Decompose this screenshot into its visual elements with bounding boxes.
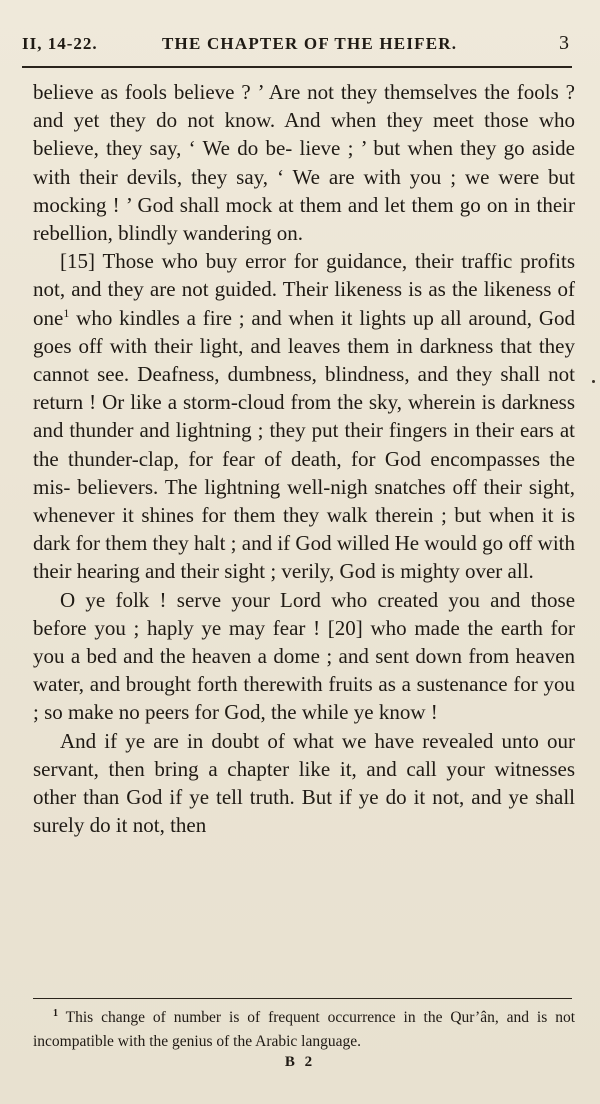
text-line: O ye folk ! serve your Lord who created you and: [60, 587, 521, 612]
text-line: if God willed He would go off with their hearing: [33, 531, 576, 584]
text-line: and sent down from heaven water, and brought forth: [33, 644, 576, 697]
running-head: [22, 34, 570, 60]
paragraph-3: [33, 586, 575, 727]
text-line: light, and leaves them in darkness that they cannot: [33, 333, 576, 387]
body-text: [33, 78, 575, 839]
text-line: But if ye do it not, and ye shall surely do it not, then: [33, 785, 576, 838]
text-line: not return ! Or like a storm-cloud from the sky,: [33, 362, 576, 415]
text-line: see. Deafness, dumbness, blindness, and they shall: [97, 362, 541, 387]
chapter-title: THE CHAPTER OF THE HEIFER.: [162, 34, 458, 53]
text-line: lieve ; ’ but when they go aside with their devils,: [33, 136, 575, 189]
text-line: profits not, and they are not guided. Their likeness: [33, 249, 575, 302]
footnote: [33, 1006, 575, 1054]
paragraph-2: [33, 247, 575, 585]
verse-range: II, 14-22.: [22, 34, 98, 53]
paragraph-4: [33, 727, 575, 840]
signature-mark: B 2: [284, 1054, 316, 1070]
text-line: [15] Those who buy error for guidance, their traffic: [60, 249, 513, 274]
text-line: believers. The lightning well-nigh snatches off: [77, 474, 477, 499]
footnote-marker: 1: [63, 305, 70, 320]
margin-mark: [592, 380, 595, 383]
paragraph-1: [33, 78, 575, 247]
text-line: put their fingers in their ears at the thunder-clap,: [33, 418, 575, 471]
text-line: call your witnesses other than God if ye tell truth.: [33, 756, 576, 810]
text-line: when it lights up all around, God goes off with their: [33, 305, 575, 358]
text-line: for fear of death, for God encompasses the mis-: [33, 446, 576, 499]
text-line: their sight, whenever it shines for them they walk: [33, 474, 576, 528]
text-line: therein ; but when it is dark for them they halt ; and: [33, 503, 575, 556]
text-line: the fools ? and yet they do not know. And when: [33, 80, 575, 133]
text-line: those before you ; haply ye may fear ! [20] who made: [33, 587, 576, 640]
text-line: God shall mock at them and let them go on in their: [137, 192, 576, 217]
page-number: 3: [559, 32, 570, 54]
text-line: they say, ‘ We are with you ; we were but mocking ! ’: [33, 164, 575, 217]
text-line: who kindles a fire ; and: [76, 305, 282, 330]
footnote-number: 1: [53, 1008, 58, 1019]
footnote-text: and is not incompatible with the genius of the Arabic language.: [33, 1009, 575, 1050]
text-line: they meet those who believe, they say, ‘ We do be-: [33, 108, 575, 161]
text-line: And if ye are in doubt of what we have revealed: [60, 728, 494, 753]
text-line: unto our servant, then bring a chapter like it, and: [33, 728, 575, 781]
text-line: believe as fools believe ? ’ Are not they themselves: [33, 80, 478, 104]
text-line: therewith fruits as a sustenance for you ; so make no: [33, 672, 576, 725]
text-line: rebellion, blindly wandering on.: [33, 221, 304, 246]
text-line: is as the likeness of one: [33, 277, 575, 330]
text-line: wherein is darkness and thunder and lightning ; they: [33, 390, 576, 443]
header-rule: [22, 66, 572, 68]
footnote-text: This change of number is of frequent occurrence in the Qur’ân,: [65, 1009, 499, 1026]
text-line: the earth for you a bed and the heaven a dome ;: [33, 615, 576, 669]
footnote-rule: [33, 998, 572, 999]
text-line: peers for God, the while ye know !: [144, 700, 438, 725]
text-line: and their sight ; verily, God is mighty over all.: [144, 559, 534, 584]
